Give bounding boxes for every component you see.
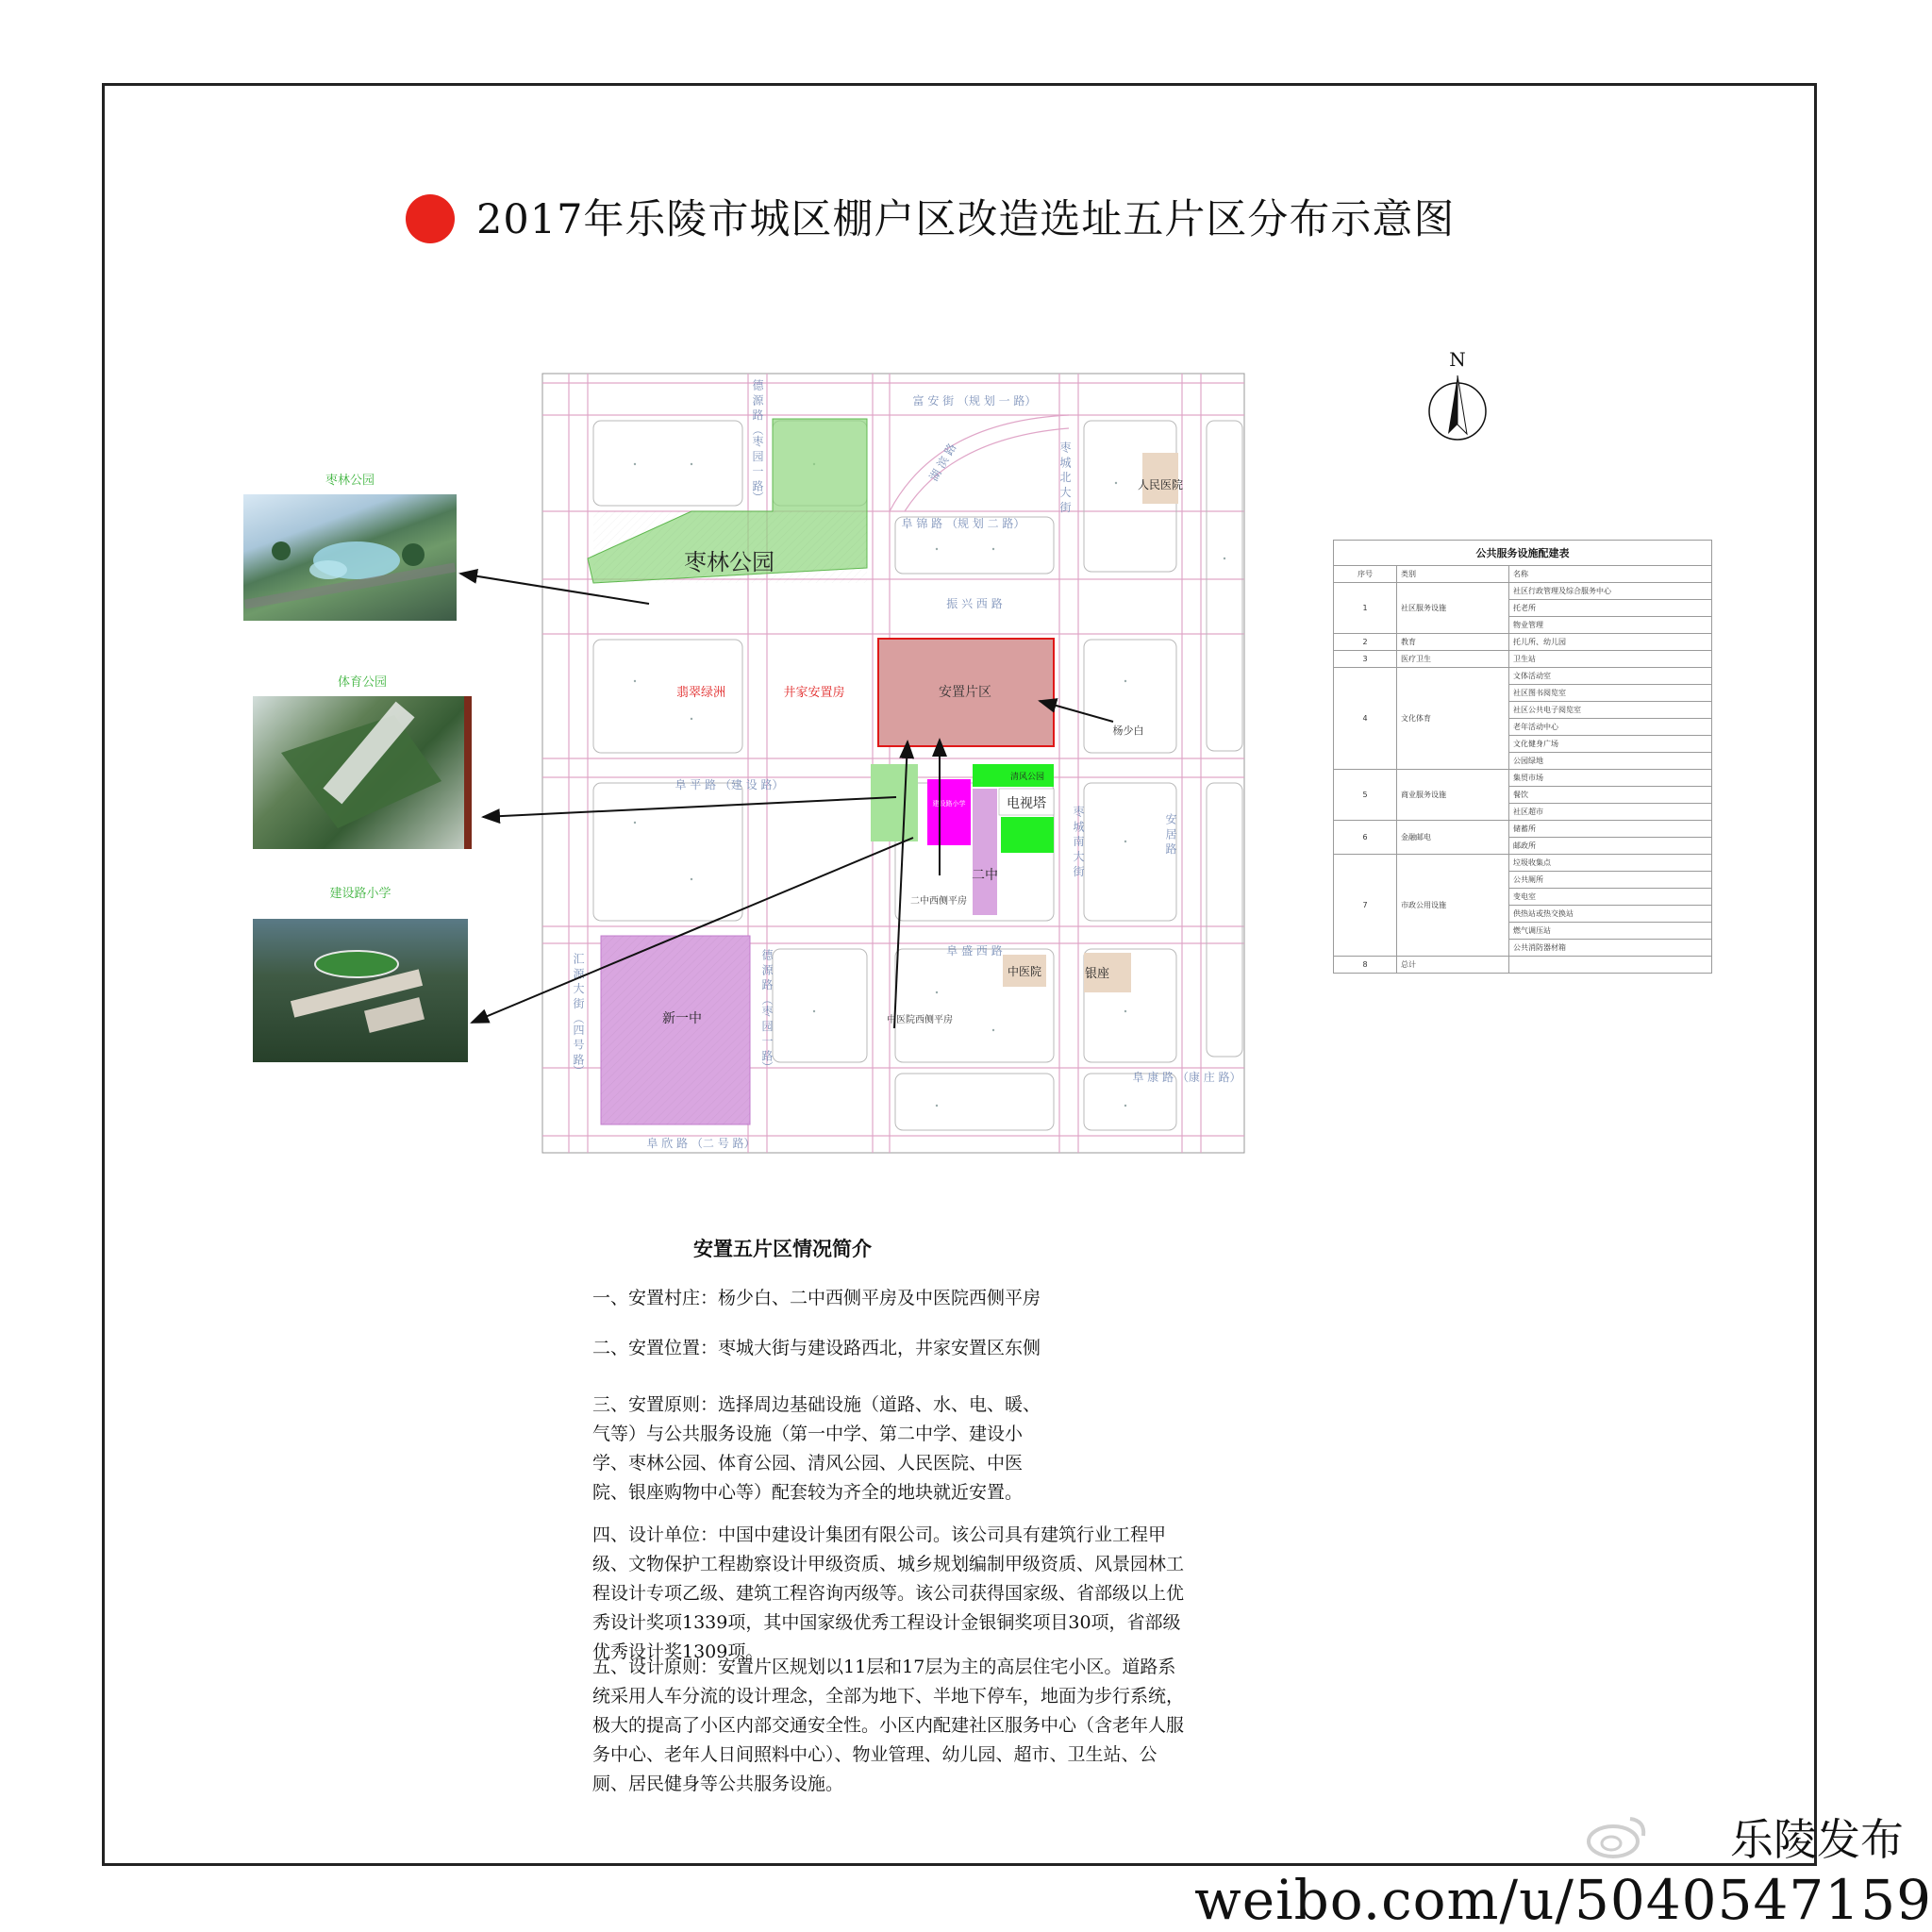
facility-category: 社区服务设施	[1397, 583, 1509, 634]
facility-category: 商业服务设施	[1397, 770, 1509, 821]
cuicui-oasis-label: 翡翠绿洲	[675, 686, 726, 700]
header-name: 名称	[1509, 566, 1712, 583]
road-zaocheng-south: 枣 城 南 大 街	[1072, 806, 1085, 877]
facility-row	[1334, 634, 1712, 651]
road-fukang: 阜 康 路 （康 庄 路）	[1132, 1071, 1241, 1084]
jianshelu-school-map-label: 建设路小学	[932, 800, 966, 808]
jingjia-label: 井家安置房	[783, 686, 845, 700]
tv-tower-label: 电视塔	[1007, 796, 1046, 811]
road-fuan: 富 安 街 （规 划 一 路）	[912, 394, 1037, 408]
facility-item: 社区公共电子阅览室	[1509, 702, 1712, 719]
header-category: 类别	[1397, 566, 1509, 583]
facility-item: 燃气调压站	[1509, 923, 1712, 940]
facility-no: 2	[1334, 634, 1397, 651]
header-no: 序号	[1334, 566, 1397, 583]
summary-paragraph-4: 四、设计单位：中国中建设计集团有限公司。该公司具有建筑行业工程甲级、文物保护工程勘察设计甲级资质、城乡规划编制甲级资质、风景园林工程设计专项乙级、建筑工程咨询丙级等。该公司获得国家级、省部级以上优秀设计奖项1339项，其中国家级优秀工程设计金银铜奖项目30项，省部级优秀设计奖1309项。	[592, 1524, 1185, 1662]
facility-item: 社区超市	[1509, 804, 1712, 821]
watermark-url: weibo.com/u/5040547159	[1194, 1868, 1932, 1932]
watermark-brand: 乐陵发布	[1730, 1814, 1904, 1865]
facility-item: 托儿所、幼儿园	[1509, 634, 1712, 651]
tcm-hospital-label: 中医院	[1007, 965, 1042, 978]
road-huanbin: 湖 滨 路	[926, 441, 959, 484]
facility-item: 社区行政管理及综合服务中心	[1509, 583, 1712, 600]
facility-category: 市政公用设施	[1397, 855, 1509, 957]
zaolin-park-label: 枣林公园	[684, 549, 774, 575]
facility-category: 教育	[1397, 634, 1509, 651]
facility-row	[1334, 957, 1712, 974]
facility-no: 6	[1334, 821, 1397, 855]
road-fuxin: 阜 欣 路 （二 号 路）	[646, 1137, 756, 1150]
road-fusheng-west: 阜 盛 西 路	[946, 944, 1003, 958]
yangshaobai-label: 杨少白	[1112, 724, 1144, 737]
facility-category: 总计	[1397, 957, 1509, 974]
facility-table-header	[1334, 566, 1712, 583]
facility-row	[1334, 583, 1712, 600]
facility-row	[1334, 821, 1712, 838]
second-middle-label: 二中	[972, 868, 998, 883]
facility-table	[1333, 540, 1712, 974]
facility-item: 供热站或热交换站	[1509, 906, 1712, 923]
facility-item: 物业管理	[1509, 617, 1712, 634]
summary-paragraph-2: 二、安置位置：枣城大街与建设路西北，井家安置区东侧	[592, 1338, 1041, 1358]
yinzuo-label: 银座	[1084, 967, 1110, 981]
erzhong-west-label: 二中西侧平房	[910, 896, 967, 907]
facility-item: 变电室	[1509, 889, 1712, 906]
summary-paragraph-1: 一、安置村庄：杨少白、二中西侧平房及中医院西侧平房	[592, 1288, 1041, 1308]
north-compass	[1424, 349, 1491, 453]
facility-item	[1509, 957, 1712, 974]
facility-no: 4	[1334, 668, 1397, 770]
facility-item: 卫生站	[1509, 651, 1712, 668]
facility-item: 公共消防器材箱	[1509, 940, 1712, 957]
road-deyuan-north: 德 源 路 （枣 园 一 路）	[751, 379, 764, 503]
road-fuping: 阜 平 路 （建 设 路）	[675, 778, 784, 791]
summary-paragraph-5: 五、设计原则：安置片区规划以11层和17层为主的高层住宅小区。道路系统采用人车分流的设计理念，全部为地下、半地下停车，地面为步行系统，极大的提高了小区内部交通安全性。小区内配建社区服务中心（含老年人服务中心、老年人日间照料中心）、物业管理、幼儿园、超市、卫生站、公厕、居民健身等公共服务设施。	[592, 1657, 1185, 1794]
thumb-label-zaolin: 枣林公园	[325, 474, 375, 488]
facility-item: 老年活动中心	[1509, 719, 1712, 736]
summary-paragraph-3: 三、安置原则：选择周边基础设施（道路、水、电、暖、气等）与公共服务设施（第一中学、第二中学、建设小学、枣林公园、体育公园、清风公园、人民医院、中医院、银座购物中心等）配套较为齐全的地块就近安置。	[592, 1394, 1041, 1503]
compass-letter: N	[1449, 349, 1466, 371]
road-anju: 安 居 路	[1164, 813, 1177, 855]
road-zhenxing-west: 振 兴 西 路	[946, 597, 1003, 610]
facility-item: 社区图书阅览室	[1509, 685, 1712, 702]
page-title: 2017年乐陵市城区棚户区改造选址五片区分布示意图	[476, 196, 1456, 243]
tcm-west-label: 中医院西侧平房	[887, 1015, 953, 1025]
facility-category: 医疗卫生	[1397, 651, 1509, 668]
road-huifeng: 汇 源 大 街 （四 号 路）	[572, 953, 585, 1076]
thumb-label-school: 建设路小学	[329, 887, 391, 901]
qingfeng-park-label: 清风公园	[1009, 773, 1045, 782]
facility-item: 邮政所	[1509, 838, 1712, 855]
peoples-hospital-label: 人民医院	[1137, 478, 1184, 491]
facility-row	[1334, 651, 1712, 668]
facility-category: 金融邮电	[1397, 821, 1509, 855]
facility-item: 储蓄所	[1509, 821, 1712, 838]
facility-item: 文体活动室	[1509, 668, 1712, 685]
summary-title: 安置五片区情况简介	[693, 1238, 872, 1260]
facility-row	[1334, 668, 1712, 685]
facility-item: 集贸市场	[1509, 770, 1712, 787]
facility-item: 公园绿地	[1509, 753, 1712, 770]
facility-row	[1334, 855, 1712, 872]
facility-table-caption: 公共服务设施配建表	[1334, 541, 1712, 566]
facility-no: 8	[1334, 957, 1397, 974]
road-deyuan-south: 德 源 路 （枣 园 一 路）	[760, 949, 774, 1073]
road-zaocheng-north: 枣 城 北 大 街	[1058, 441, 1072, 513]
facility-item: 公共厕所	[1509, 872, 1712, 889]
facility-category: 文化体育	[1397, 668, 1509, 770]
weibo-logo-icon	[1585, 1813, 1651, 1858]
facility-item: 垃圾收集点	[1509, 855, 1712, 872]
facility-item: 文化健身广场	[1509, 736, 1712, 753]
new-first-middle-label: 新一中	[662, 1011, 702, 1026]
facility-no: 1	[1334, 583, 1397, 634]
facility-no: 5	[1334, 770, 1397, 821]
facility-item: 餐饮	[1509, 787, 1712, 804]
facility-no: 7	[1334, 855, 1397, 957]
road-fujin: 阜 锦 路 （规 划 二 路）	[901, 517, 1025, 530]
facility-item: 托老所	[1509, 600, 1712, 617]
thumb-label-sports: 体育公园	[337, 675, 387, 690]
facility-row	[1334, 770, 1712, 787]
resettlement-zone-label: 安置片区	[939, 685, 991, 700]
facility-no: 3	[1334, 651, 1397, 668]
